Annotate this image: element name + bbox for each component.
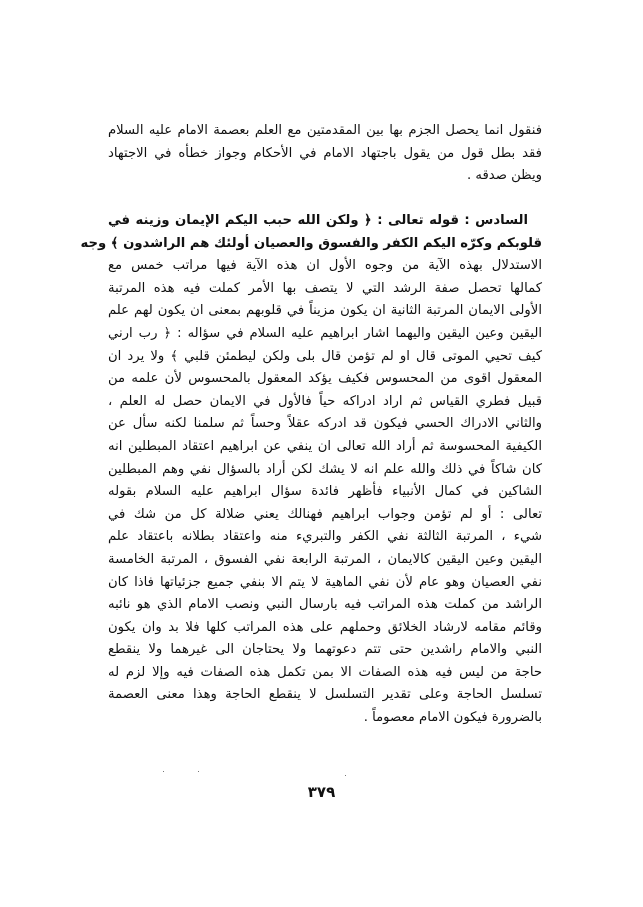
text-line: كمالها تحصل صفة الرشد التي لا يتصف بها الأمر كملت فيه هذه المرتبة — [108, 280, 542, 296]
scan-speck — [163, 771, 164, 772]
scan-speck — [198, 771, 199, 772]
text-line: والثاني الادراك الحسي فيكون قد ادركه عقلاً وحساً ثم سلمنا لكنه سأل عن — [108, 416, 542, 432]
text-line: اليقين وعين اليقين واليهما اشار ابراهيم عليه السلام في سؤاله : ﴿ رب ارني — [108, 325, 542, 341]
text-line: السادس : قوله تعالى : ﴿ ولكن الله حبب اليكم الإيمان وزينه في — [108, 213, 528, 228]
text-line: شيء ، المرتبة الثالثة نفي الكفر والتبريء منه واعتقاد بطلانه باعتقاد علم — [108, 529, 542, 545]
text-line: حاجة من ليس فيه هذه الصفات الا بمن تكمل هذه الصفات فيه وإلا لزم له — [108, 664, 542, 680]
text-line: وقائم مقامه لارشاد الخلائق وحملهم على هذه المراتب كلها فلا بد وان يكون — [108, 619, 542, 635]
paragraph-1 — [108, 120, 542, 188]
text-line: المعقول اقوى من المحسوس فكيف يؤكد المعقول بالمحسوس لأن علمه من — [108, 371, 542, 387]
text-line: قلوبكم وكرّه اليكم الكفر والفسوق والعصيان أولئك هم الراشدون ﴾ وجه — [80, 235, 542, 251]
scan-speck — [345, 775, 346, 776]
text-line: تعالى : أو لم تؤمن وجواب ابراهيم فهنالك يعني ضلالة كل من شك في — [108, 506, 542, 522]
text-line: تسلسل الحاجة وعلى تقدير التسلسل لا ينقطع الحاجة وهذا معنى العصمة — [108, 687, 542, 703]
paragraph-2 — [80, 210, 542, 730]
text-line: بالضرورة فيكون الامام معصوماً . — [363, 710, 542, 726]
page-number: ٣٧٩ — [307, 783, 336, 801]
text-line: ويظن صدقه . — [467, 168, 542, 184]
text-line: الاستدلال بهذه الآية من وجوه الأول ان هذه الآية فيها مراتب خمس مع — [108, 258, 542, 274]
text-line: الكيفية المحسوسة ثم أراد الله تعالى ان ينفي عن ابراهيم اعتقاد المبطلين انه — [108, 438, 542, 454]
text-line: كان شاكاً في ذلك والله علم انه لا يشك لكن أراد بالسؤال نفي وهم المبطلين — [108, 461, 542, 477]
text-line: الشاكين في كمال الأنبياء فأظهر فائدة سؤال ابراهيم عليه السلام بقوله — [108, 484, 542, 500]
text-line: النبي والامام راشدين حتى تتم دعوتهما ولا يحتاجان الى غيرهما ولا ينقطع — [108, 642, 542, 658]
text-line: فنقول انما يحصل الجزم بها بين المقدمتين مع العلم بعصمة الامام عليه السلام — [108, 123, 542, 138]
text-line: نفي العصيان وهو عام لأن نفي الماهية لا يتم الا بنفي جميع جزئياتها فاذا كان — [108, 574, 542, 590]
text-line: فقد بطل قول من يقول باجتهاد الامام في الأحكام وجواز خطأه في الاجتهاد — [108, 145, 542, 161]
text-line: الأولى الايمان المرتبة الثانية ان يكون مزيناً في قلوبهم بمعنى ان يكون لهم علم — [108, 303, 542, 319]
text-line: اليقين وعين اليقين كالايمان ، المرتبة الرابعة نفي الفسوق ، المرتبة الخامسة — [108, 551, 542, 567]
text-line: قبيل فطري القياس ثم اراد ادراكه حياً فالأول في الايمان حصل له العلم ، — [108, 393, 542, 409]
text-line: كيف تحيي الموتى قال او لم تؤمن قال بلى ولكن ليطمئن قلبي ﴾ ولا يرد ان — [108, 348, 542, 364]
text-line: الراشد من كملت هذه المراتب فيه بارسال النبي ونصب الامام الذي هو نائبه — [108, 597, 542, 613]
